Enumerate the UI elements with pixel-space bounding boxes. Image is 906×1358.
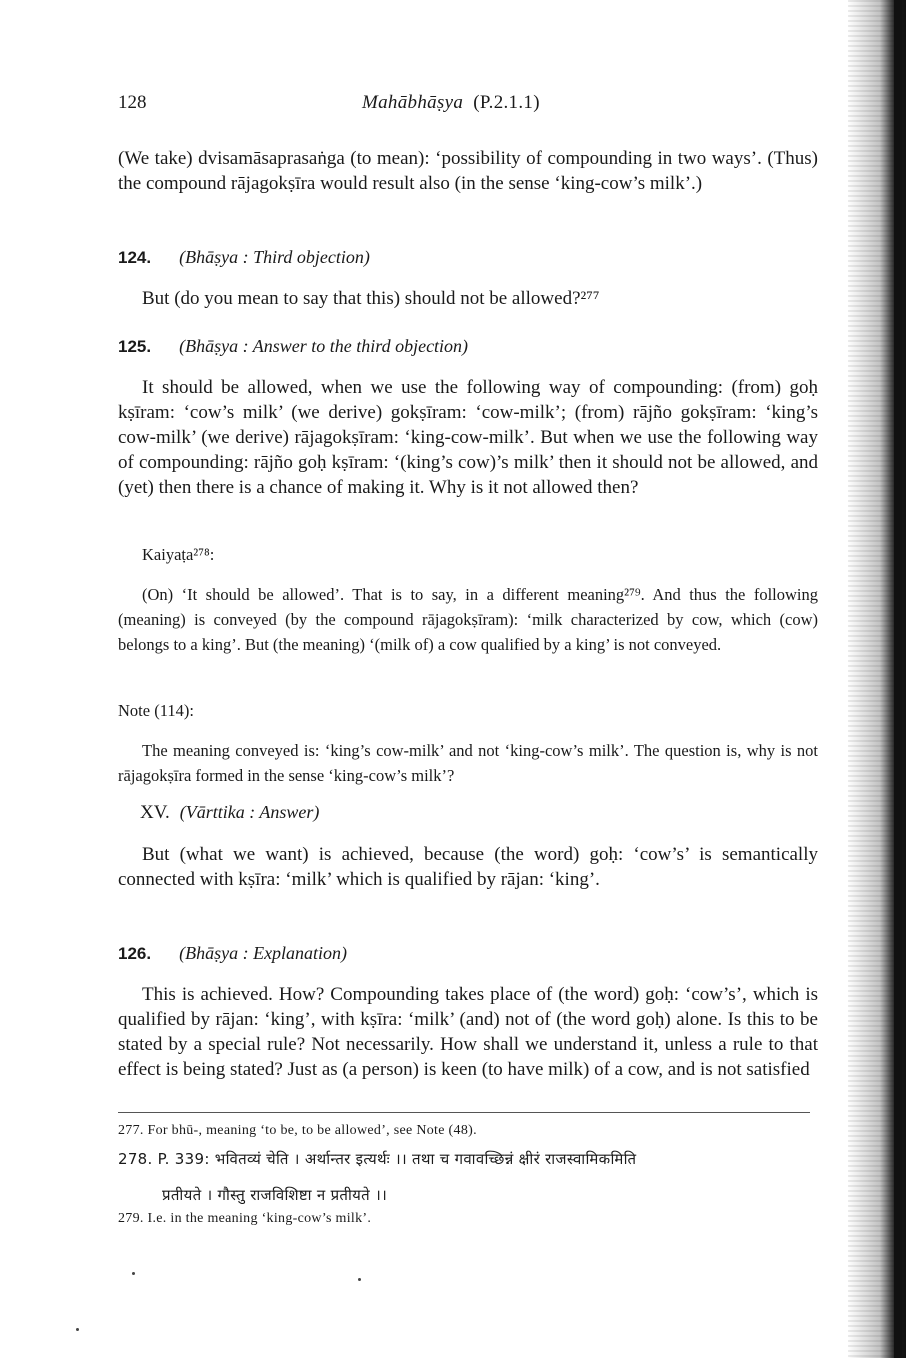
footnote-rule <box>118 1112 810 1113</box>
section-heading-xv <box>118 802 840 824</box>
kaiyata-label: Kaiyaṭa²⁷⁸: <box>142 545 215 564</box>
paragraph-126-text: This is achieved. How? Compounding takes place of (the word) goḥ: ‘cow’s’, which is qualified by rājan: ‘king’, with kṣīra: ‘milk’ (and) not of (the word goḥ) alone. Is this to be stated by a special rule? Not necessarily. How shall we understand it, unless a rule to that effect is being stated? Just as (a person) is keen (to have milk) of a cow, and is not satisfied <box>118 984 818 1080</box>
paragraph-intro-text: (We take) dvisamāsaprasaṅga (to mean): ‘possibility of compounding in two ways’. (Thus) the compound rājagokṣīra would result also (in the sense ‘king-cow’s milk’.) <box>118 148 818 194</box>
scan-speck <box>76 1328 79 1331</box>
kaiyata-commentary <box>118 582 818 657</box>
note-commentary <box>118 738 818 788</box>
section-heading-125 <box>118 336 818 357</box>
footnote-279 <box>118 1208 818 1230</box>
note-label-block <box>118 698 818 723</box>
paragraph-xv-text: But (what we want) is achieved, because (the word) goḥ: ‘cow’s’ is semantically connected with kṣīra: ‘milk’ which is qualified by rājan: ‘king’. <box>118 844 818 890</box>
running-title-ref: (P.2.1.1) <box>473 92 540 113</box>
kaiyata-commentary-text: (On) ‘It should be allowed’. That is to say, in a different meaning²⁷⁹. And thus the following (meaning) is conveyed (by the compound rājagokṣīram): ‘milk characterized by cow, which (cow) belongs to a king’. But (the meaning) ‘(milk of) a cow qualified by a king’ is not conveyed. <box>118 585 818 654</box>
paragraph-124-text: But (do you mean to say that this) should not be allowed?²⁷⁷ <box>142 288 600 309</box>
page-number: 128 <box>118 92 147 113</box>
paragraph-125 <box>118 375 818 500</box>
paragraph-xv <box>118 842 818 892</box>
footnote-278 <box>118 1148 818 1208</box>
running-title-work: Mahābhāṣya <box>362 92 464 113</box>
section-title-126: (Bhāṣya : Explanation) <box>179 943 348 963</box>
section-heading-124 <box>118 247 818 268</box>
page-header <box>118 92 818 122</box>
paragraph-125-text: It should be allowed, when we use the following way of compounding: (from) goḥ kṣīram: ‘cow’s milk’ (we derive) gokṣīram: ‘cow-milk’; (from) rājño gokṣīram: ‘king’s cow-milk’ (we derive) rājagokṣīram: ‘king-cow-milk’. But when we use the following way of compounding: rājño goḥ kṣīram: ‘(king’s cow)’s milk’ then it should not be allowed, and (yet) then there is a chance of making it. Why is it not allowed then? <box>118 377 818 498</box>
scan-speck <box>132 1272 135 1275</box>
kaiyata-label-block <box>118 542 818 567</box>
section-title-125: (Bhāṣya : Answer to the third objection) <box>179 336 469 356</box>
footnote-277-text: 277. For bhū-, meaning ‘to be, to be allowed’, see Note (48). <box>118 1123 477 1138</box>
footnote-279-text: 279. I.e. in the meaning ‘king-cow’s milk’. <box>118 1211 372 1226</box>
note-label: Note (114): <box>118 701 194 720</box>
paragraph-126 <box>118 982 818 1082</box>
footnote-278-line1: 278. P. 339: भवितव्यं चेति । अर्थान्तर इत्यर्थः ।। तथा च गवावच्छिन्नं क्षीरं राजस्वामिकमिति <box>118 1150 637 1168</box>
section-number-xv: XV. <box>140 802 170 823</box>
note-commentary-text: The meaning conveyed is: ‘king’s cow-milk’ and not ‘king-cow’s milk’. The question is, why is not rājagokṣīra formed in the sense ‘king-cow’s milk’? <box>118 741 818 785</box>
section-heading-126 <box>118 943 818 964</box>
section-number-124: 124. <box>118 248 152 267</box>
paragraph-intro <box>118 146 818 196</box>
footnote-277 <box>118 1120 818 1142</box>
footnote-278-line2: प्रतीयते । गौस्तु राजविशिष्टा न प्रतीयते ।। <box>162 1186 388 1204</box>
section-title-xv: (Vārttika : Answer) <box>179 802 320 822</box>
running-title <box>362 92 540 114</box>
section-number-125: 125. <box>118 337 152 356</box>
paragraph-124 <box>118 286 818 311</box>
scan-speck <box>358 1278 361 1281</box>
page-edge-line <box>894 0 902 1358</box>
section-title-124: (Bhāṣya : Third objection) <box>179 247 370 267</box>
section-number-126: 126. <box>118 944 152 963</box>
